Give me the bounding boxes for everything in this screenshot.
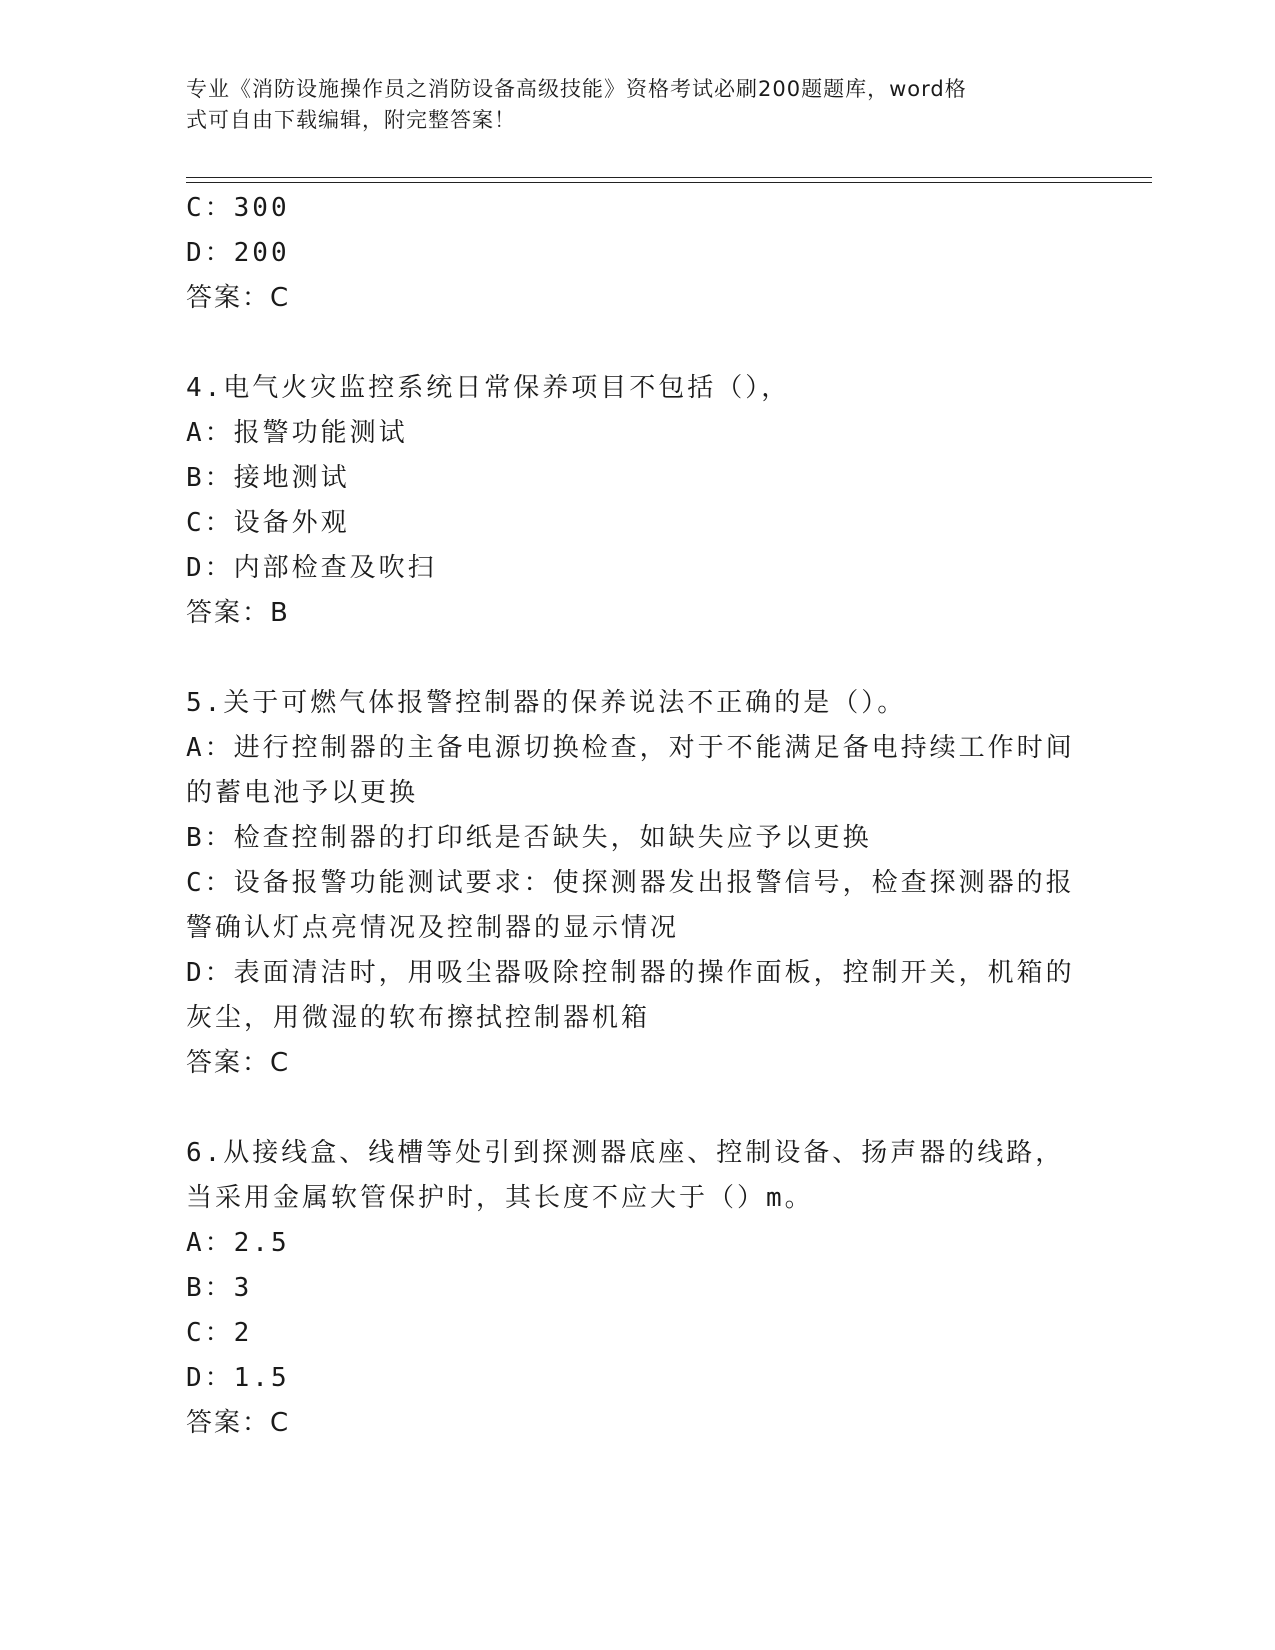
q4-option-a: A：报警功能测试 — [186, 418, 408, 448]
q3-option-d: D：200 — [186, 238, 290, 268]
q6-option-b: B：3 — [186, 1273, 253, 1303]
q5-stem: 5.关于可燃气体报警控制器的保养说法不正确的是（）。 — [186, 688, 907, 718]
header-divider-top — [186, 177, 1152, 178]
q3-answer: 答案：C — [186, 283, 291, 313]
title-line-2: 式可自由下载编辑，附完整答案！ — [186, 108, 516, 132]
q3-option-c: C：300 — [186, 193, 290, 223]
q6-option-c: C：2 — [186, 1318, 253, 1348]
q5-option-c-line1: C：设备报警功能测试要求：使探测器发出报警信号，检查探测器的报 — [186, 868, 1075, 898]
header-divider-bottom — [186, 182, 1152, 183]
q4-option-c: C：设备外观 — [186, 508, 350, 538]
q6-stem-line2: 当采用金属软管保护时，其长度不应大于（）m。 — [186, 1183, 814, 1213]
q4-answer: 答案：B — [186, 598, 290, 628]
q6-stem-line1: 6.从接线盒、线槽等处引到探测器底座、控制设备、扬声器的线路， — [186, 1138, 1065, 1168]
q5-option-d-line2: 灰尘，用微湿的软布擦拭控制器机箱 — [186, 1003, 651, 1033]
q4-option-d: D：内部检查及吹扫 — [186, 553, 437, 583]
q5-option-b: B：检查控制器的打印纸是否缺失，如缺失应予以更换 — [186, 823, 872, 853]
q5-option-c-line2: 警确认灯点亮情况及控制器的显示情况 — [186, 913, 680, 943]
q6-option-d: D：1.5 — [186, 1363, 290, 1393]
q4-option-b: B：接地测试 — [186, 463, 350, 493]
q5-option-a-line1: A：进行控制器的主备电源切换检查，对于不能满足备电持续工作时间 — [186, 733, 1075, 763]
q6-option-a: A：2.5 — [186, 1228, 290, 1258]
q5-option-d-line1: D：表面清洁时，用吸尘器吸除控制器的操作面板，控制开关，机箱的 — [186, 958, 1075, 988]
q5-answer: 答案：C — [186, 1048, 291, 1078]
q5-option-a-line2: 的蓄电池予以更换 — [186, 778, 419, 808]
title-line-1: 专业《消防设施操作员之消防设备高级技能》资格考试必刷200题题库，word格 — [186, 77, 967, 101]
document-title — [186, 74, 1066, 136]
q4-stem: 4.电气火灾监控系统日常保养项目不包括（）， — [186, 373, 791, 403]
q6-answer: 答案：C — [186, 1408, 291, 1438]
